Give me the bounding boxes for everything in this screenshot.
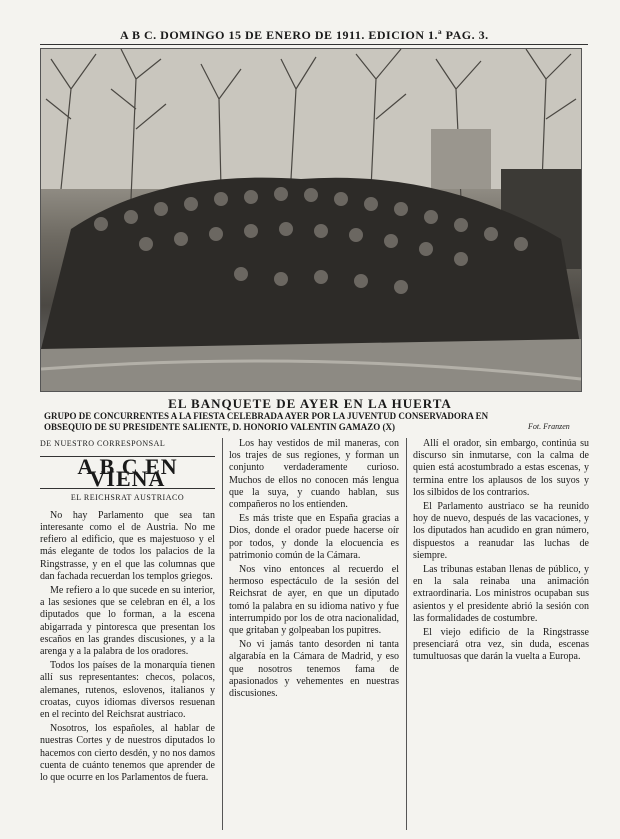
- paragraph: Es más triste que en España gracias a Dios, donde el orador puede hacerse oír por todos, y donde la elocuencia es patrimonio común de la Cámara.: [229, 513, 399, 561]
- paragraph: Nos vino entonces al recuerdo el hermoso espectáculo de la sesión del Reichsrat de ayer, en que un diputado tomó la palabra en su idioma nativo y fue interrumpido por los de otra nacionalidad, que gritaban y golpeaban los pupitres.: [229, 564, 399, 637]
- paragraph: Todos los países de la monarquía tienen allí sus representantes: checos, polacos, alemanes, rutenos, eslovenos, italianos y croatas, cuyos idiomas diversos resuenan en el recinto del Reichsrat austriaco.: [40, 660, 215, 721]
- article-column-2: [222, 438, 399, 830]
- article-title: A B C EN VIENA: [40, 456, 215, 488]
- paragraph: Nosotros, los españoles, al hablar de nuestras Cortes y de nuestros diputados lo hacemos con cierto desdén, y no nos damos cuenta de cuánto tenemos que aprender de lo que ocurre en los Parlamentos de fuera.: [40, 723, 215, 784]
- header-rule: [40, 44, 588, 45]
- banquet-photo-illustration: [41, 49, 581, 391]
- banquet-photo: [40, 48, 582, 392]
- paragraph: No hay Parlamento que sea tan interesante como el de Austria. No me refiero al edificio, que es majestuoso y el más elegante de todos los palacios de la Ringstrasse, y en el que las columnas que dan fachada recuerdan los templos griegos.: [40, 509, 215, 582]
- page-header: A B C. DOMINGO 15 DE ENERO DE 1911. EDICION 1.ª PAG. 3.: [120, 28, 489, 42]
- paragraph: Los hay vestidos de mil maneras, con los trajes de sus regiones, y forman un conjunto verdaderamente curioso. Muchos de ellos no conocen más lengua que la suya, y cuando hablan, sus compañeros no los entienden.: [229, 438, 399, 511]
- photo-caption: GRUPO DE CONCURRENTES A LA FIESTA CELEBRADA AYER POR LA JUVENTUD CONSERVADORA EN OBSEQUIO DE SU PRESIDENTE SALIENTE, D. HONORIO VALENTIN GAMAZO (X): [44, 411, 489, 432]
- article-subtitle: EL REICHSRAT AUSTRIACO: [70, 492, 185, 502]
- photo-credit: Fot. Franzen: [528, 422, 570, 431]
- photo-title: EL BANQUETE DE AYER EN LA HUERTA: [168, 396, 452, 411]
- paragraph: Me refiero a lo que sucede en su interior, a las sesiones que se celebran en él, a los diputados que lo forman, a la escena abigarrada y pintoresca que presentan los escaños en las grandes discusiones, y a la arenga y a la palabra de los oradores.: [40, 585, 215, 658]
- paragraph: El viejo edificio de la Ringstrasse presenciará otra vez, sin duda, escenas tumultuosas que darán la vuelta a Europa.: [413, 627, 589, 663]
- paragraph: Las tribunas estaban llenas de público, y en la sala reinaba una animación extraordinaria. Los ministros ocupaban sus asientos y el presidente abrió la sesión con las formalidades de costumbre.: [413, 564, 589, 624]
- paragraph: El Parlamento austriaco se ha reunido hoy de nuevo, después de las vacaciones, y los diputados han acudido en gran número, dispuestos a reanudar las luchas de siempre.: [413, 501, 589, 561]
- paragraph: No vi jamás tanto desorden ni tanta algarabía en la Cámara de Madrid, y eso que nosotros tenemos fama de apasionados y vehementes en nuestras discusiones.: [229, 639, 399, 700]
- article-byline: DE NUESTRO CORRESPONSAL: [40, 439, 166, 448]
- article-column-3: [406, 438, 589, 830]
- article-column-1: [40, 438, 215, 830]
- paragraph: Allí el orador, sin embargo, continúa su discurso sin inmutarse, con la calma de quien está acostumbrado a estas escenas, y termina entre los aplausos de los suyos y los silbidos de los contrarios.: [413, 438, 589, 498]
